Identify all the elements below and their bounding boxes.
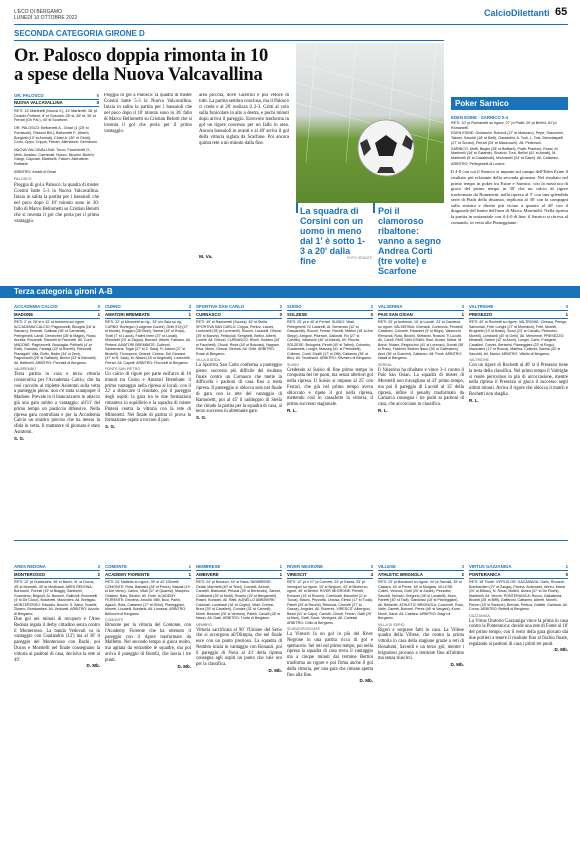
- section-brand: CalcioDilettanti: [484, 8, 550, 18]
- match-signature: D. Mb.: [359, 678, 373, 684]
- match-article: Terza partita in casa e terza vittoria consecutiva per l'Accademia Calcio, che ha così raccolto al triplette Asintomi sulla vetta a punteggio pieno: non c'è stata scampoper il Madone. Prevale in il biancazzurro in attacco già una gara subito a vantaggio: all'11' del primo tempo un pasticcio difensivo. Nella ripresa gara controllata e per la Accademia Calcio un sinistro preciso che ha messo la sfida in vetta. Il mattatore di giornata è stato Asintomi.: [14, 372, 100, 435]
- team-field: AMATORI BREMBATE: [105, 312, 150, 317]
- team-field: SPORTIVA SAN CARLO: [196, 304, 245, 309]
- header-rule: [14, 24, 568, 25]
- team-field: 0: [565, 572, 568, 577]
- soccer-ball-net-image: [296, 43, 444, 203]
- match-place: VALBREMBO: [14, 367, 37, 371]
- team-field: 3: [188, 304, 191, 309]
- top-section-rule: [14, 40, 444, 41]
- team-away: [196, 312, 282, 319]
- match-signature: R. L.: [287, 408, 297, 414]
- team-field: ACCADEMIA CALCIO: [14, 304, 58, 309]
- match-signature: D. Mb.: [268, 668, 282, 674]
- match-signature: R. L.: [469, 397, 479, 403]
- top-lineup2: NUOVA VALCAVALLINA: Turco, Facchinetti G., Mellì, Anadeo, Carminati, Nocco, Nicolini, Biolchi, Gangi, Caporali, Martinelli, Falceri. Allenatore: Raffaele.: [14, 147, 95, 167]
- photo-credit: FOTO ISTANTE: [347, 256, 373, 260]
- match-details: RETI: 12' pt Gualandris, 36' st Bachi, 41' st Ducos, 45' st Morstelli, 49' st Medicanti. ARES REDONA: Bortocchi, Poresti (19' st Biaggi), Santinelli, Guarnierio, Brignoli, Al. Bonomi, Gallicioli, Bonomelli (4' st De Cicco), Boschetti, Mazzoleni. All. Breisgau. MONTEROSSO: Ravasio, Bocchi, S. Salvo, Nosetti, Zinarro, Bombardieri. All. Vedovati. ARBITRO: Azzola di Bergamo.: [14, 580, 99, 616]
- team-field: PAIS SAN OSIAN: [378, 312, 413, 317]
- top-signature: M. Va.: [199, 255, 213, 260]
- match-details: RETI: 24' Malfetto su rigore, 35' st 42' il Borelli. COMONTE: Rota, Barbaini (28' st Perez), Basola (19' st Del Vento), Carico, Vitali (37' st Quaresi), Maspero, Ghisleni, Baio, Birolini. All. Forte. ACADEMY FIORENTE: Druvima, Arnoldi, Milli, Buoi, Parini, Agazzi, Rota, Cattaneo (17' st Ghisi), Pianeggiani, Moretti, Lucatelli, Bonfanti. All. Lionessi. ARBITRO: Bellocchi di Bergamo.: [105, 580, 191, 616]
- top-place: PALOSCO: [14, 177, 32, 182]
- team-field: 1: [565, 564, 568, 569]
- match-col-2-4: [287, 564, 373, 842]
- team-field: 3: [461, 564, 464, 569]
- team-field: 3: [461, 304, 464, 309]
- match-signature: S. G.: [196, 415, 207, 421]
- match-article: Rimonte per la vittoria del Comonte, con l'Academy Fiorente che ha ottenuto il pareggio con il rigore trasformato da Malfetto. Nel secondo tempo si gioca molto, ma agitata da entrambe le squadre, ma poi arriva il pareggio di Borelli, che lascia i tre punti.: [105, 623, 191, 663]
- score-away: [14, 100, 99, 107]
- team-home: [469, 564, 568, 571]
- team-home: [105, 564, 191, 571]
- team-away: [378, 312, 464, 319]
- team-field: CURNASCO: [196, 312, 221, 317]
- match-article: Un calcio di rigore per parte nell'arco di 10 minuti tra Curno e Amatori Brembate: il primo vantaggio nella ripresa ai locali, con il 22' a sbloccare il risultato, poi il pareggio degli ospiti: la gara tra le due formazioni rimaneva in equilibrio e la squadra di mister Pinterà centra la vittoria con la rete di Mimoretti. Nel finale di partita ci prova la formazione ospite a trovare il pari.: [105, 372, 191, 424]
- top-article-col2: area piccola, dove Guerrini è più veloce di tutti. La partita sembra conclusa, ma il Palosco ci crede e al 26' realizza il 2-3. Gritti al volo sulla funicolare in alto a destra, e pochi minuti dopo arriva il pareggio. Eurovolo trasforma in gol un rigore concesso per un fallo in area. Ancora bassaioli in avanti e al 40' arriva il gol della vittoria siglata da Scarfone. Poi ancora quinta rete a un minuto dalla fine.: [199, 93, 289, 146]
- team-field: VILLESE: [378, 564, 396, 569]
- team-home: [14, 564, 100, 571]
- team-field: NEMBRESE: [196, 564, 221, 569]
- match-details: RETI: 2' pt, 28' st e 32' st Asintomi sul rigore. ACCADEMIA CALCIO: Pagnoncelli, Bicoglia (18' st Samaro), Emerati, Gallbasi (36' st Carminati), Pellegrinelli, Landi, Deroechet (28' st Magni), Rossi, Aurelia, Rovanelli. Rancelli st Facchetti. All. Corti. MADONE: Pagnoncelli, Boccaglia, Pellicelli (4' pt Rolli), Galaiani, Fantagi (15' st Bonelli), Pelicinali, Pianagalli, Villa, Ruffo, Badin (34' st Zeni), Pagnoncelli (25' st Gaffaldi), Benini (33' st Biemarli). All. Bettinelli. ARBITRO: Prevaldi di Bergamo.: [14, 320, 97, 365]
- team-away: [14, 312, 100, 319]
- match-col-2-2: [105, 564, 191, 842]
- match-details: RETI: 40' st Rochetti su rigore. VALTRIGHE: Chessa, Perego, Salvoniati, Fritti, Longhi (27' st Moreanzi), Fritti, Moretti, Brughetti (13' st Bassi), Sozzi (23' st Cavallo, Petrosino, Morelli), Lombardi (40' st Gerli). All. Mercenne. PRESEZZO: Miraballi, Sartori (42' st Aroni), Lunghi, Carlo, Frangetti, Cavalleri, Corvini, Bertarini, Pianeggiani (23' st Rogo), Mazzoleni (17' st Rocca), Martina, Colleoni, Barina (30' st Savoldi). All. Marini. ARBITRO: Villello di Bergamo.: [469, 320, 568, 356]
- match-place: PONTE SAN PIETRO: [105, 367, 141, 371]
- team-field: AMBIVERE: [196, 572, 219, 577]
- team-field: 1: [279, 564, 282, 569]
- team-field: RIVER NEGRONE: [287, 564, 324, 569]
- match-place: NEMBRO: [196, 622, 212, 627]
- team-field: NUOVA VALCAVALLINA: [14, 100, 63, 105]
- team-field: 1: [188, 564, 191, 569]
- match-col-2-1: [14, 564, 100, 842]
- match-place: VILLA D'ADDA: [196, 358, 220, 362]
- photo-caption1: La squadra di Corsini con un uomo in meno dal 1' è sotto 1-3 a 20' dalla fine: [300, 206, 366, 266]
- top-arbitro: ARBITRO: Amati di Chiari: [14, 169, 57, 174]
- team-field: 3: [96, 100, 99, 105]
- match-signature: D. Mb.: [450, 662, 464, 668]
- team-home: [287, 304, 373, 311]
- team-home: [196, 564, 282, 571]
- match-article: Rigori e sorprese fatti in casa. La Villese quadra della Villese, che centra la prima vittoria in casa della stagione grazie a reti di Bonalumi, Savoldi e un terzo gol, mentre i brignolesi provano a rientrare fino all'ultimo ma senza riuscirci.: [378, 627, 464, 662]
- team-field: OR. PALOSCO: [14, 93, 44, 98]
- match-place: VALTRIGHE: [469, 358, 489, 362]
- sidebar-arbitro: ARBITRO: Pellegrinelli di Lovere.: [451, 161, 506, 166]
- match-col-1-2: [105, 304, 191, 536]
- bottom-section-bar: Terza categoria gironi A-B: [0, 286, 580, 298]
- team-field: MONTEROSSO: [14, 572, 46, 577]
- match-col-2-6: [469, 564, 568, 842]
- caption1-marker: [296, 203, 298, 213]
- ball-photo: [296, 43, 444, 203]
- match-col-1-4: [287, 304, 373, 536]
- top-lineup1: OR. PALOSCO: Bellometti A., Chiari (1 (25' st Pomiacoli), Ristorni Bill.), Bellometti F., Alberti, Borgiotti (10' st Armiati), Chiari A. (30' st Ghidi), Corsi, Oppo. Crippa, Ferrari. Allenatore: Gervasoni.: [14, 126, 98, 145]
- match-article: Credendo al Suisio di fine primo tempo in conquista dei tre punti, ma senza ulteriori gol nella ripresa. Il Suisio si impone al 25' con Ferrari, che già nel primo tempo aveva sbloccato e ripete il gol nella ripresa, mettendo così in cassaforte la vittoria, il primo successo stagionale.: [287, 367, 373, 408]
- top-reti: RETI: 12' Martinelli (Nuova V.), 43' Martinelli, 38' pt Ceciolo Portiere; 8' st Gusmini; 28' st, 36' st, 30' st Ferrari (On Pal.), 40' st Scarfone.: [14, 109, 97, 123]
- team-away: [196, 572, 282, 579]
- top-section-label: SECONDA CATEGORIA GIRONE D: [14, 29, 145, 38]
- team-away: [287, 572, 373, 579]
- team-home: [105, 304, 191, 311]
- sidebar-title: EDEN ESINE - SARNICO 0-4: [451, 115, 509, 120]
- team-home: [378, 304, 464, 311]
- sidebar-lineup2: SARNICO: Muffi, Begini (28' st Beffiani), Piatti, Piantoni, Rossi, M. Martinelli (18' st Galante), Sicalvio, Torri, Bellini (41' st Amati), M. Martinelli (5' st Casabinali), Mozzarelli (34' st Gabri). All. Cattaneo.: [451, 146, 559, 160]
- team-field: 0: [370, 312, 373, 317]
- team-home: [196, 304, 282, 311]
- match-col-1-5: [378, 304, 464, 536]
- match-signature: D. Mb.: [86, 663, 100, 669]
- team-field: 1: [279, 572, 282, 577]
- team-field: 1: [188, 312, 191, 317]
- team-field: 1: [188, 572, 191, 577]
- match-details: RETI: 23' pt Bonalumi su rigore, 44' pt Savoldi, 35' st Caldara, 43' st Perez, 48' st Molgara. VILLESE: Colleri, Vedova, Gotti (20' st Zanini), Pezzotta, Savoldi, Selvani, Gregorio (35' st Locatelli), Moro, Parietti (40' st Tadi), Gandossi (18' st Pianeggiani). All. Bellavite. ATHLETIC BRIGNOLA: Cocchetti, Rota, Valtri, Zanetti, Bonomi, Perez (46' st Vergani), Kone, Monti, Dana. All. Caldara. ARBITRO: Magri di Bergamo.: [378, 580, 464, 620]
- sidebar-box: [451, 115, 568, 249]
- team-field: 2: [461, 572, 464, 577]
- photo-caption2: Poi il clamoroso ribaltone: vanno a segno Andrea Corti (tre volte) e Scarfone: [378, 206, 442, 276]
- team-field: 1: [565, 312, 568, 317]
- team-field: VIRTUS GAZZANIGA: [469, 564, 512, 569]
- team-field: VALTRIGHE: [469, 304, 494, 309]
- paper-name: L'ECO DI BERGAMO: [14, 9, 62, 15]
- match-place: COMONTE: [105, 618, 124, 622]
- team-field: CURNO: [105, 304, 121, 309]
- team-away: [105, 572, 191, 579]
- match-details: RETI: 18' Fonte. VIRTUS OR. GAZZANIGA: Gallo, Riccardi, Bombardieri (27' st Zanga), Fiorina, Ambrosini, Abreu, Manzi (20' st Bilbao), N. Rossi, Mottini, Alinea (37' st De Rochi), Martinelli. All. Vecchi. PONTERANICA: Rocco, Galbalenta, Bicardi (28' st Biffi), Gaffaroni, Cattaneo, Alberti, Morelli, Pelizzi (18' st Sadone), Breviari, Pertica, Galletti, Gandola. All. Corna. ARBITRO: Bettelli di Bergamo.: [469, 580, 568, 611]
- team-field: VALSERINA: [378, 304, 403, 309]
- match-place: SERINA: [378, 362, 392, 367]
- headline-line2: a spese della Nuova Valcavallina: [14, 65, 263, 85]
- match-place: SCANZOROSCIATE: [287, 627, 321, 631]
- team-field: 3: [565, 304, 568, 309]
- sidebar-reti: RETI: 10' pt Romanetti su rigore; 27' pt Piatti; 30' pt Bellini; 40' pt Romanetti.: [451, 121, 557, 130]
- match-article: La Virescit fa un gol in più del River Negrone in una partita ricca di gol e spettacolo. Sei reti nel primo tempo, poi nella ripresa la squadra di casa trova il vantaggio ma a cinque minuti dal termine Bertini trasforma un rigore e poi firma anche il gol della vittoria, per una gara che rimane aperta fino alla fine.: [287, 632, 373, 678]
- match-place: VILLA DI SERIO: [378, 622, 405, 627]
- team-field: 1: [461, 312, 464, 317]
- team-field: ACADEMY FIORENTE: [105, 572, 150, 577]
- match-article: Vittoria sacrificata al 90' l'Unione del Serio che si accorgono all'Olimpia, che nel finale esce con un punto prezioso. La squadra di Nembro inizia in vantaggio con Bonazzi, poi il pareggio di Nava al 43' della ripresa consegna agli ospiti un punto che vale oro per la classifica.: [196, 627, 282, 668]
- team-field: 3: [97, 564, 100, 569]
- match-signature: D. Mb.: [177, 663, 191, 669]
- sidebar-body: Il 4-0 con cui il Sarnico si impone sul campo dell'Eden Esine il risultato più eclatante della seconda giornata. Nel risultato nel primo tempo in poker tra Esine e Sarnico, con la mezz'ora di gioco del primo tempo in 30' che un calcio di rigore trasformato da Romanetti, nella ripresa al 5' con una splendida serie di Piatti della distanza, triplicata al 30' con la compagni sulla sinistra e diretto più vicino a quattro al 40' con il diagonale del limite dell'area di Marco Martinelli. Nella ripresa la partita in sostanziale con il 4-0 di fine, il Sarnico si ritrova al comando, in vetta alla Pianeggiante.: [451, 169, 568, 225]
- match-col-1-1: [14, 304, 100, 536]
- score-home: [14, 93, 99, 100]
- team-away: [469, 572, 568, 579]
- team-field: 3: [370, 564, 373, 569]
- match-col-2-5: [378, 564, 464, 842]
- match-article: Due gol nei minuti di recupero e l'Ares Redona regala il derby cittadino senza contro il Monterosso. La banda Vedovati va in vantaggio con Gualandris (12') ma al 36' il pareggio del Monterosso con Bachi, poi Ducos e Morstelli nel finale consegnano la vittoria ai padroni di casa, decisiva la rete al 49'.: [14, 617, 100, 663]
- match-place: GAZZANIGA: [469, 613, 490, 618]
- match-details: RETI: 12' pt e 27' pt Cornetti, 23' pt Gazza, 33' pt Venegoni su rigore, 15' st Negroni, 43' st Bertini su rigore, 45' st Bertini. RIVER NEGRONE: Penetti, Ronzoni (15' st Rovoni), Carminati, Baronfini (2' st Tocca), Mauro, Pezzotta, Lecosa, Elmisi (17' st Tuda), Patelli (20' st Rocchi), Rebiccia, Cornetti (27' st Gazza), Angelini. All. Roberini. VIRESCIT: Albergoni, Bessi (41' st Capo), Carlotti, Chiodi, Ferrari, Gatti (29' st Mari), Gatti, Sozzi, Venegoni. All. Carlessi. ARBITRO: Grillo di Bergamo.: [287, 580, 373, 625]
- headline-line1: Or. Palosco doppia rimonta in 10: [14, 46, 269, 66]
- team-field: 5: [96, 93, 99, 98]
- team-home: [469, 304, 568, 311]
- team-field: SUISIO: [287, 304, 302, 309]
- sidebar-lineup1: EDEN ESINE: Giuliamini, Rotondi (27' st Mascaro), Pepe, Giacomini, Taboni, Savoldi (18' st Belli), Gastaldini, A. Todi, L. Tosi, Bresciaspelli (27' st Sorani), Ferrari (25' st Mazzocchi). All. Pedersoli.: [451, 131, 564, 145]
- team-home: [378, 564, 464, 571]
- team-away: [378, 572, 464, 579]
- team-field: 0: [279, 312, 282, 317]
- top-article-col1: Pioggia di gol a Palosco: la quadra di mister Corsini batte 5-3 la Nuova Valcavallina. Inizia in salita la partita per i bassaioli che nel poco dopo il 10' minuto sono in 30: fallo di Marco Bellometti su Cristian Belotti che si inventa il gol che porta per il primo vantaggio.: [104, 93, 192, 134]
- team-field: 2: [370, 304, 373, 309]
- team-away: [14, 572, 100, 579]
- top-match-box: [14, 93, 99, 225]
- match-signature: S. G.: [14, 435, 25, 441]
- team-field: ARES REDONA: [14, 564, 46, 569]
- team-away: [287, 312, 373, 319]
- team-field: SOLZESE: [287, 312, 308, 317]
- match-place: SUISIO: [287, 362, 300, 367]
- match-col-1-6: [469, 304, 568, 536]
- page-number: 65: [555, 6, 568, 18]
- match-article: Il Valserina ha ribaltato e vince 3-1 contro il Pais San Osian. La squadra di mister di Morstelli non travagliato al 43' primo tempo, ma poi il pareggio di Lucotti al 15' della ripresa, infine il penalty trasformato da Camarca consegna i tre punti ai padroni di casa, che accorciano in classifica.: [378, 367, 464, 408]
- team-field: 0: [97, 304, 100, 309]
- match-signature: R. L.: [378, 408, 388, 414]
- sidebar-heading: Poker Sarnico: [451, 97, 568, 110]
- match-signature: D. Mb.: [554, 647, 568, 653]
- team-field: 4: [370, 572, 373, 577]
- match-details: RETI: 25' pt e 40' st Ferrari. SUISIO: Vitali, Pellegrinelli, Di Lucarelli, Al. Semeraro (12' st Gasparotti), Rocchi, Ferrari, Ravelli, Martini (18' st Ars Stepp), Arrigoni, Pisenari, Gallorati, Ro (27' st Caruffo), Valsecchi (40' st Alberti). All. Piccolo. SOLZESE: Bolognini, Pirotti (40' st Tafimi), Colombo, Gualandris, Longhi, Masseg (41' st Pietrobelli), Colleoni, Conti, Zhulifi (17' st Zitti), Cattaneo (36' st Bilz). All. Teodeschi. ARBITRO: Silvestro di Bergamo.: [287, 320, 373, 360]
- team-home: [14, 304, 100, 311]
- match-article: Con un rigore di Rochetti al 40' st il Presezzo tiene la testa della classifica. Nel primo tempo il Valtrighe si rende pericoloso in più di un'occasione, mentre nella ripresa il Presezzo si gioca il successo negli ultimi minuti. Arriva il rigore che sblocca il match e Rochetti non sbaglia.: [469, 363, 568, 397]
- match-details: RETI: 40' st Ramonetti (Scuola), 45' st Stella. SPORTIVA SAN CARLO: Crippa, Perlizz, Lacchi, Lorenzelli (35' pt Lorenzelli), Rocchi, Lucarelli, Ghezzi (39' st Marchi), Pelliccioli, Serighelli, Bellini. Alberti, Lunelli. All. Ghezzi. CURNASCO: Riceli, Sodano (29' st Facchetti), Chiodi, Reda (18' st Boscato), Nagrani, Riva, Merlo, Ghezzi, Bertola. All. Gritti. ARBITRO: Rossi di Bergamo.: [196, 320, 282, 356]
- match-details: RETI: 24' pt Bonazzi, 43' st Nava. NEMBRESE: Gelati, Marmetti (40' st Terzi), Cornetti, Azzola, Cancelli, Biancardi, Pelussi (28' st Berlendis), Zanoni, Cottiniardi (25' st Mutti), Roseto (19' st Bergamelli), Rosmi, Bonzani. All. Ratti. AGNELLO AMBIVERE: Calzolari, Lombardi (18' st Cugini), Vitali, Cortesi, Brevi (25' st Cavalleri), Cornies (31' st Carnelli), Monti, Bonzani (26' st Vertova), Patelli, Cavalli (28' st Nava). All. Gatti. ARBITRO: Trotta di Bergamo.: [196, 580, 282, 620]
- team-field: COMONTE: [105, 564, 127, 569]
- team-away: [105, 312, 191, 319]
- team-home: [287, 564, 373, 571]
- match-article: La Sportiva San Carlo conferma a punteggio pieno: successo più difficile del risultato finale contro un Curnasco che mette in difficoltà i padroni di casa fino a metà ripresa. Il punteggio si sblocca solo nel finale di gara con la rete del vantaggio di Ramonetti, poi al 45' il raddoppio di Stella che chiude la partita per la squadra di casa, al terzo successo in altrettante gare.: [196, 363, 282, 415]
- headline: [14, 47, 294, 85]
- match-article: La Virtus Oratorio Gazzaniga vince la prima in casa contro la Ponteranica: decide una rete di Fonte al 18' del primo tempo, con il resto della gara giocato dai due portieri a tenere il risultato fino al fischio finale, regalando ai padroni di casa i primi tre punti.: [469, 618, 568, 647]
- top-article-lead: Pioggia di gol a Palosco: la quadra di mister Corsini batte 5-3 la Nuova Valcavallina. Inizia in salita la partita per i bassaioli che nel poco dopo il 10' minuto sono in 30: fallo di Marco Bellometti su Cristian Belotti che si inventa il gol che porta per il primo vantaggio.: [14, 183, 99, 225]
- team-field: MADONE: [14, 312, 34, 317]
- team-field: 2: [279, 304, 282, 309]
- team-field: VIRESCIT: [287, 572, 307, 577]
- team-field: PRESEZZO: [469, 312, 493, 317]
- paper-date: LUNEDÌ 10 OTTOBRE 2022: [14, 15, 78, 21]
- match-col-1-3: [196, 304, 282, 536]
- team-field: PONTERANICA: [469, 572, 501, 577]
- match-details: RETI: 43' pt Andreoni, 15' st Lucotti, 23' st Camarca su rigore. VALSERINA: Gherardi, Corlinovis, Pessetti, Cattaneo, Colombi, Palazzini (5' st Brigo), Valsecchi, Remondi, Rota, Birolini, Stefanini, Rossini, Ti Lucotti. All. Caroli. PAIS SAN OSIAN: Ravi, Arcani, Milesi, M. Bonzi, Nolani, Respicchio (41' st Lorenzo), Donati (36' st Rota), Fabbrini, Bettoni Iliano (35' st Galbusera), Anni (36' st Guerrini), Cattaneo. All. Ponti. ARBITRO: Natali di Bergamo.: [378, 320, 464, 360]
- caption2-marker: [373, 203, 375, 213]
- team-field: ATHLETIC BRIGNOLA: [378, 572, 424, 577]
- team-away: [469, 312, 568, 319]
- rows-divider: [14, 540, 568, 541]
- team-field: 2: [97, 572, 100, 577]
- match-col-2-3: [196, 564, 282, 842]
- match-signature: S. G.: [105, 424, 116, 430]
- match-details: RETI: 22' pt Mimoretti su rig., 33' s/n Sala su rig. CURNO: Borlegon (Ludgeros Zucchi), Gritti 9'Oj (27' st Monte), Ruggeri (35'Stoel), Samat (18' st Rosa), Trotti (7' st Lucca), Fatimi Imeri (37' st Lonati), Mimoretti (24' st Zappa), Bonomi, Alberti, Fabiano. All. Pinterà. AMATORI BREMBATE: Colleoni, Santamaria, Togal (27' st Z. Sala), R. Albani (27' st Bindelli), Thompson, Orlandi, Celone, Del Giovane (37' st N. Sala), M. Albani (18' st Angelotti), Lorenzelli, Ferrari. All. Capelli. ARBITRO: Piccinelli di Bergamo.: [105, 320, 191, 365]
- team-field: 1: [97, 312, 100, 317]
